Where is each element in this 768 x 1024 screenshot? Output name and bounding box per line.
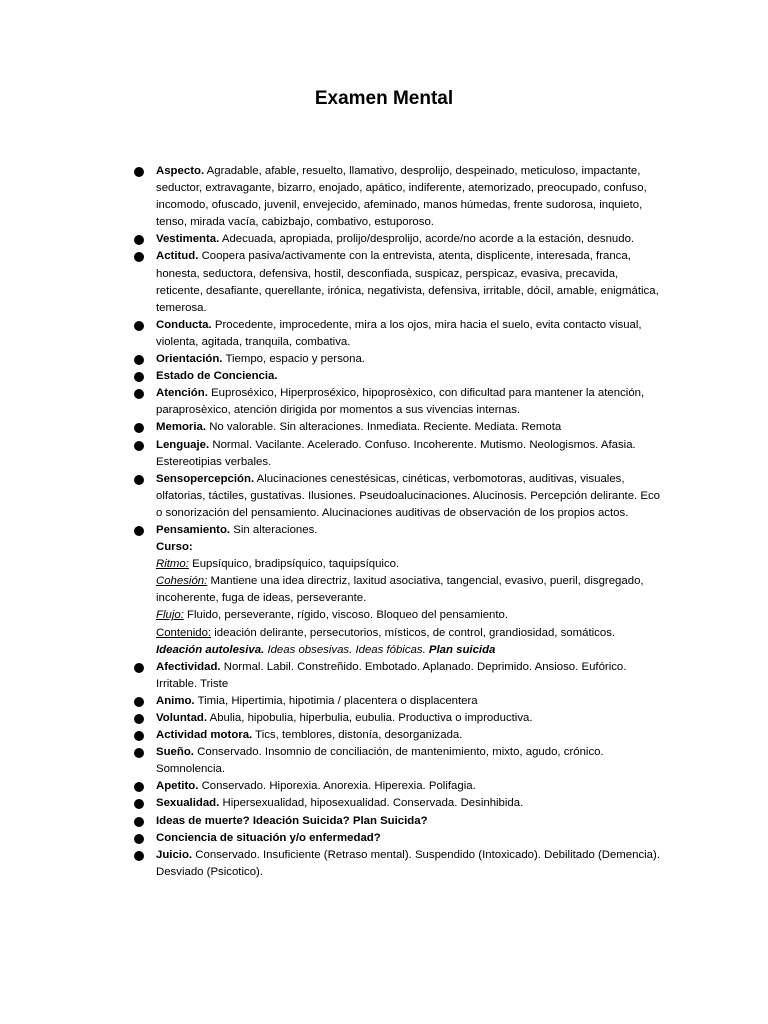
bullet-icon bbox=[134, 235, 144, 245]
cohesion-line bbox=[0, 573, 768, 607]
list-item bbox=[0, 317, 768, 351]
bullet-icon bbox=[134, 714, 144, 724]
item-text: Normal. Labil. Constreñido. Embotado. Aplanado. Deprimido. Ansioso. Eufórico. Irritable. Triste bbox=[156, 660, 627, 690]
list-item bbox=[0, 795, 768, 812]
item-text: Agradable, afable, resuelto, llamativo, desprolijo, despeinado, meticuloso, impactante, seductor, extravagante, bizarro, enojado, apático, indiferente, atemorizado, preocupado, confuso, incomodo, ofuscado, juvenil, envejecido, afeminado, manos húmedas, frente sudorosa, inquieto, tenso, mirada vacía, cabizbajo, combativo, estuporoso. bbox=[156, 165, 647, 229]
item-label: Animo. bbox=[156, 694, 195, 707]
contenido-line bbox=[0, 625, 768, 642]
list-item bbox=[0, 727, 768, 744]
item-label: Aspecto. bbox=[156, 165, 205, 177]
item-text: No valorable. Sin alteraciones. Inmediata. Reciente. Mediata. Remota bbox=[209, 421, 562, 434]
list-item bbox=[0, 710, 768, 727]
list-item bbox=[0, 419, 768, 436]
item-label: Sexualidad. bbox=[156, 797, 220, 810]
item-text: Alucinaciones cenestésicas, cinéticas, verbomotoras, auditivas, visuales, olfatorias, táctiles, gustativas. Ilusiones. Pseudoalucinaciones. Alucinosis. Percepción delirante. Eco o sonorización del pensamiento. Alucinaciones auditivas de observación de los propios actos. bbox=[156, 472, 660, 519]
curso-line bbox=[0, 539, 768, 556]
ideacion-line bbox=[0, 642, 768, 659]
bullet-icon bbox=[134, 834, 144, 844]
bullet-icon bbox=[134, 799, 144, 809]
bullet-icon bbox=[134, 663, 144, 673]
cohesion-text: Mantiene una idea directriz, laxitud asociativa, tangencial, evasivo, pueril, disgregado, incoherente, fuga de ideas, perseverante. bbox=[156, 575, 644, 605]
contenido-label: Contenido: bbox=[156, 626, 212, 639]
bullet-icon bbox=[134, 423, 144, 433]
list-item bbox=[0, 659, 768, 693]
cohesion-label: Cohesión: bbox=[156, 575, 208, 588]
item-text: Tics, temblores, distonía, desorganizada. bbox=[255, 729, 463, 742]
list-item bbox=[0, 163, 768, 231]
bullet-icon bbox=[134, 355, 144, 365]
exam-list bbox=[0, 163, 768, 881]
bullet-icon bbox=[134, 526, 144, 536]
bullet-icon bbox=[134, 748, 144, 758]
list-item bbox=[0, 471, 768, 522]
list-item bbox=[0, 744, 768, 778]
item-label: Sueño. bbox=[156, 746, 194, 759]
bullet-icon bbox=[134, 851, 144, 861]
bullet-icon bbox=[134, 389, 144, 399]
item-label: Vestimenta. bbox=[156, 233, 220, 246]
item-label: Conducta. bbox=[156, 318, 212, 331]
item-label: Afectividad. bbox=[156, 660, 221, 673]
item-text: Procedente, improcedente, mira a los ojos, mira hacia el suelo, evita contacto visual, violenta, agitada, tranquila, combativa. bbox=[156, 318, 642, 348]
item-text: Conservado. Insuficiente (Retraso mental). Suspendido (Intoxicado). Debilitado (Demencia). Desviado (Psicotico). bbox=[156, 848, 660, 878]
item-text: Euproséxico, Hiperproséxico, hipoprosèxico, con dificultad para mantener la atención, paraprosèxico, atención dirigida por momentos a sus vivencias internas. bbox=[156, 387, 645, 417]
list-item bbox=[0, 248, 768, 316]
bullet-icon bbox=[134, 782, 144, 792]
plan-label: Plan suicida bbox=[428, 643, 496, 656]
list-item-pensamiento bbox=[0, 522, 768, 539]
ritmo-label: Ritmo: bbox=[156, 558, 189, 571]
curso-label: Curso: bbox=[156, 541, 193, 554]
contenido-text: ideación delirante, persecutorios, místicos, de control, grandiosidad, somáticos. bbox=[214, 626, 616, 639]
bullet-icon bbox=[134, 697, 144, 707]
page-title: Examen Mental bbox=[314, 88, 454, 109]
item-text: Hipersexualidad, hiposexualidad. Conservada. Desinhibida. bbox=[222, 797, 524, 810]
item-text: Tiempo, espacio y persona. bbox=[225, 353, 365, 366]
list-item bbox=[0, 437, 768, 471]
list-item bbox=[0, 368, 768, 385]
item-text: Conservado. Hiporexia. Anorexia. Hiperexia. Polifagia. bbox=[201, 780, 476, 793]
item-text: Normal. Vacilante. Acelerado. Confuso. Incoherente. Mutismo. Neologismos. Afasia. Estereotipias verbales. bbox=[156, 438, 636, 468]
item-text: Timia, Hipertimia, hipotimia / placentera o displacentera bbox=[197, 694, 478, 707]
item-label: Orientación. bbox=[156, 353, 223, 366]
bullet-icon bbox=[134, 321, 144, 331]
bullet-icon bbox=[134, 475, 144, 485]
bullet-icon bbox=[134, 372, 144, 382]
item-label: Atención. bbox=[156, 387, 208, 400]
item-label: Juicio. bbox=[156, 848, 193, 861]
item-text: Sin alteraciones. bbox=[233, 523, 318, 536]
item-text: Abulia, hipobulia, hiperbulia, eubulia. Productiva o improductiva. bbox=[209, 712, 533, 724]
item-label: Memoria. bbox=[156, 421, 207, 434]
item-text: Coopera pasiva/activamente con la entrevista, atenta, displicente, interesada, franca, honesta, seductora, defensiva, hostil, desconfiada, suspicaz, perspicaz, evasiva, precavida, reticente, desafiante, querellante, irónica, negativista, defensiva, irritable, dócil, amable, enigmática, temerosa. bbox=[156, 250, 659, 314]
item-label: Actividad motora. bbox=[156, 729, 253, 742]
ritmo-line bbox=[0, 556, 768, 573]
flujo-line bbox=[0, 607, 768, 624]
list-item bbox=[0, 778, 768, 795]
item-label: Actitud. bbox=[156, 250, 199, 263]
item-label: Voluntad. bbox=[156, 712, 208, 724]
flujo-label: Flujo: bbox=[156, 609, 184, 622]
item-label: Conciencia de situación y/o enfermedad? bbox=[156, 831, 381, 844]
item-text: Conservado. Insomnio de conciliación, de mantenimiento, mixto, agudo, crónico. Somnolencia. bbox=[156, 746, 604, 776]
item-label: Lenguaje. bbox=[156, 438, 210, 451]
item-label: Sensopercepción. bbox=[156, 472, 255, 485]
list-item bbox=[0, 231, 768, 248]
pensamiento-details bbox=[0, 539, 768, 659]
bullet-icon bbox=[134, 167, 144, 177]
list-item bbox=[0, 830, 768, 847]
list-item bbox=[0, 385, 768, 419]
ritmo-text: Eupsíquico, bradipsíquico, taquipsíquico. bbox=[192, 558, 400, 571]
ideacion-label: Ideación autolesiva. bbox=[156, 643, 265, 656]
item-text: Adecuada, apropiada, prolijo/desprolijo, acorde/no acorde a la estación, desnudo. bbox=[221, 233, 635, 246]
ideacion-text: Ideas obsesivas. Ideas fóbicas. bbox=[267, 643, 426, 656]
list-item bbox=[0, 813, 768, 830]
list-item bbox=[0, 847, 768, 881]
item-label: Ideas de muerte? Ideación Suicida? Plan Suicida? bbox=[156, 814, 428, 827]
list-item bbox=[0, 351, 768, 368]
list-item bbox=[0, 693, 768, 710]
bullet-icon bbox=[134, 441, 144, 451]
item-label: Apetito. bbox=[156, 780, 199, 793]
bullet-icon bbox=[134, 817, 144, 827]
flujo-text: Fluido, perseverante, rígido, viscoso. Bloqueo del pensamiento. bbox=[187, 609, 509, 622]
item-label: Estado de Conciencia. bbox=[156, 370, 278, 383]
item-label: Pensamiento. bbox=[156, 523, 231, 536]
bullet-icon bbox=[134, 252, 144, 262]
bullet-icon bbox=[134, 731, 144, 741]
